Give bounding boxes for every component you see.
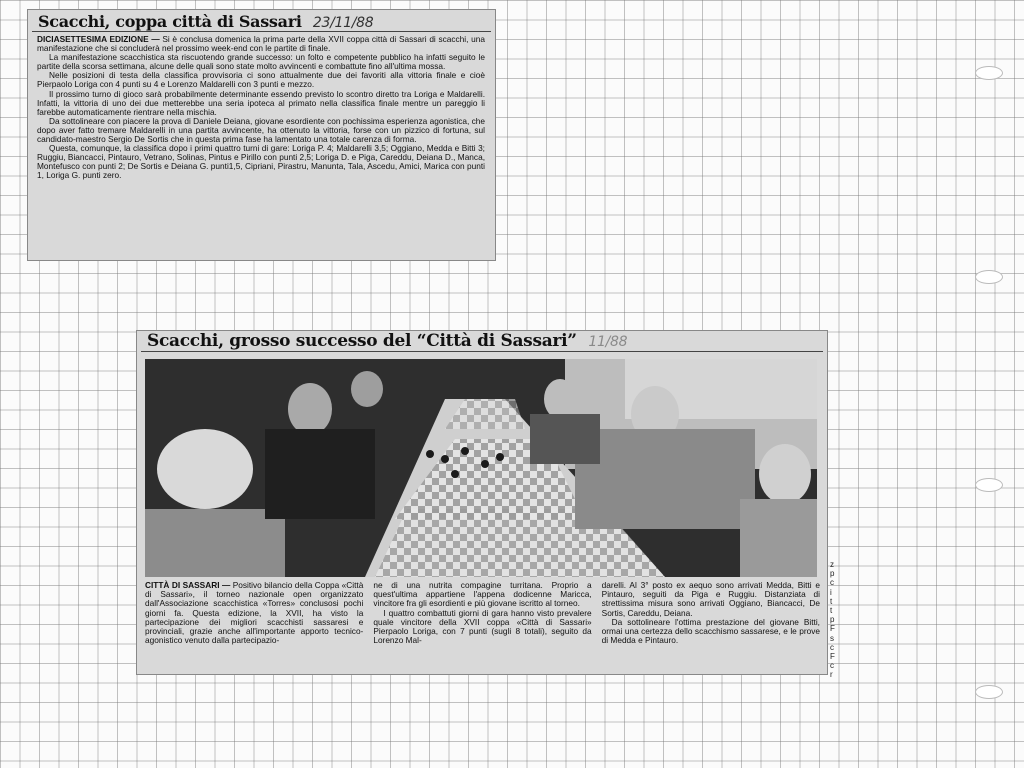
edge-letter: c [830, 578, 834, 588]
lead-in: DICIASETTESIMA EDIZIONE — [37, 34, 160, 44]
cut-off-text-edge [830, 560, 842, 680]
clipping-1-headline [32, 10, 491, 32]
edge-letter: i [830, 587, 832, 597]
photo-illustration [145, 359, 817, 577]
clipping-1-body [28, 32, 495, 181]
paragraph-text: Si è conclusa domenica la prima parte della XVII coppa città di Sassari di scacchi, una manifestazione che si concluderà nel prossimo week-end con le partite di finale. [37, 34, 485, 54]
article-column-2 [373, 581, 591, 671]
edge-letter: s [830, 633, 834, 643]
binder-hole [975, 270, 1003, 284]
headline-text: Scacchi, grosso successo del “Città di Sassari” [147, 331, 577, 351]
binder-hole [975, 66, 1003, 80]
edge-letter: z [830, 560, 834, 569]
paragraph: Questa, comunque, la classifica dopo i primi quattro turni di gare: Loriga P. 4; Maldarelli 3,5; Oggiano, Medda e Bitti 3; Ruggiu, Biancacci, Pintauro, Vetrano, Solinas, Pintus e Pirillo con punti 2,5; Loriga D. e Piga, Careddu, Deiana D., Manca, Montefusco con punti 2; De Sortis e Deiana G. punti1,5, Cipriani, Pirastru, Manunta, Tala, Ascedu, Amici, Marica con punti 1, Loriga G. punti zero. [37, 143, 485, 181]
edge-letter: p [830, 615, 835, 625]
newspaper-clipping-1 [28, 10, 495, 260]
paragraph [145, 581, 363, 645]
clipping-2-body [145, 581, 820, 671]
edge-letter: F [830, 624, 835, 634]
edge-letter: t [830, 606, 833, 616]
edge-letter: p [830, 569, 835, 579]
paragraph: ne di una nutrita compagine turritana. Proprio a quest'ultima appartiene l'appena dodicenne Maricca, vincitore fra gli esordienti e più giovane iscritto al torneo. [373, 580, 592, 609]
handwritten-date: 23/11/88 [312, 15, 374, 31]
article-column-3 [602, 581, 820, 671]
paragraph: I quattro combattuti giorni di gara hanno visto prevalere quale vincitore della XVII coppa «Città di Sassari» Pierpaolo Loriga, con 7 punti (sugli 8 totali), seguito da Lorenzo Mal- [373, 607, 592, 646]
headline-text: Scacchi, coppa città di Sassari [38, 12, 302, 31]
paragraph [37, 35, 485, 53]
edge-letter: c [830, 642, 834, 652]
edge-letter: r [830, 670, 833, 680]
paragraph: Da sottolineare l'ottima prestazione del giovane Bitti, ormai una certezza dello scacchismo sassarese, e le prove di Medda e Pintauro. [601, 616, 820, 646]
paragraph-text: Positivo bilancio della Coppa «Città di Sassari», il torneo nazionale open organizzato dall'Associazione scacchistica «Torres» conclusosi pochi giorni fa. Questa edizione, la XVII, ha visto la partecipazione dei migliori scacchisti sassaresi e provinciali, grazie anche all'importante apporto tecnico-agonistico venuto dalla partecipazio- [145, 580, 364, 646]
binder-hole [975, 478, 1003, 492]
handwritten-date: 11/88 [588, 334, 628, 350]
edge-letter: t [830, 596, 833, 606]
paragraph: Nelle posizioni di testa della classifica provvisoria ci sono attualmente due dei favoriti alla vittoria finale e cioè Pierpaolo Loriga con 4 punti su 4 e Lorenzo Maldarelli con 3 punti e mezzo. [37, 70, 485, 90]
paragraph: darelli. Al 3° posto ex aequo sono arrivati Medda, Bitti e Pintauro, seguiti da Piga e Ruggiu. Distanziata di strettissima misura sono arrivati Oggiano, Biancacci, De Sortis, Careddu, Deiana. [601, 580, 820, 618]
edge-letter: F [830, 652, 835, 662]
edge-letter: c [830, 661, 834, 671]
paragraph: Il prossimo turno di gioco sarà probabilmente determinante essendo previsto lo scontro diretto tra Loriga e Maldarelli. Infatti, la vittoria di uno dei due metterebbe una seria ipoteca al primato nella classifica finale mentre un pareggio li farebbe automaticamente rientrare nella mischia. [37, 88, 485, 117]
paragraph: La manifestazione scacchistica sta riscuotendo grande successo: un folto e competente pubblico ha infatti seguito le partite della scorsa settimana, alcune delle quali sono state molto avvincenti e combattute fino all'ultima mossa. [37, 52, 485, 72]
article-column-1 [145, 581, 363, 671]
binder-hole [975, 685, 1003, 699]
chess-tournament-photo [145, 359, 817, 577]
clipping-2-headline [141, 331, 823, 352]
paragraph: Da sottolineare con piacere la prova di Daniele Deiana, giovane esordiente con pochissima esperienza agonistica, che dopo aver fatto tremare Maldarelli in una partita avvincente, ha ottenuto la vittoria, forse con un pizzico di fortuna, sul candidato-maestro Sergio De Sortis che in questa prima fase ha lamentato una totale carenza di forma. [37, 115, 485, 145]
newspaper-clipping-2 [137, 331, 827, 674]
lead-in: CITTÀ DI SASSARI — [145, 580, 231, 590]
